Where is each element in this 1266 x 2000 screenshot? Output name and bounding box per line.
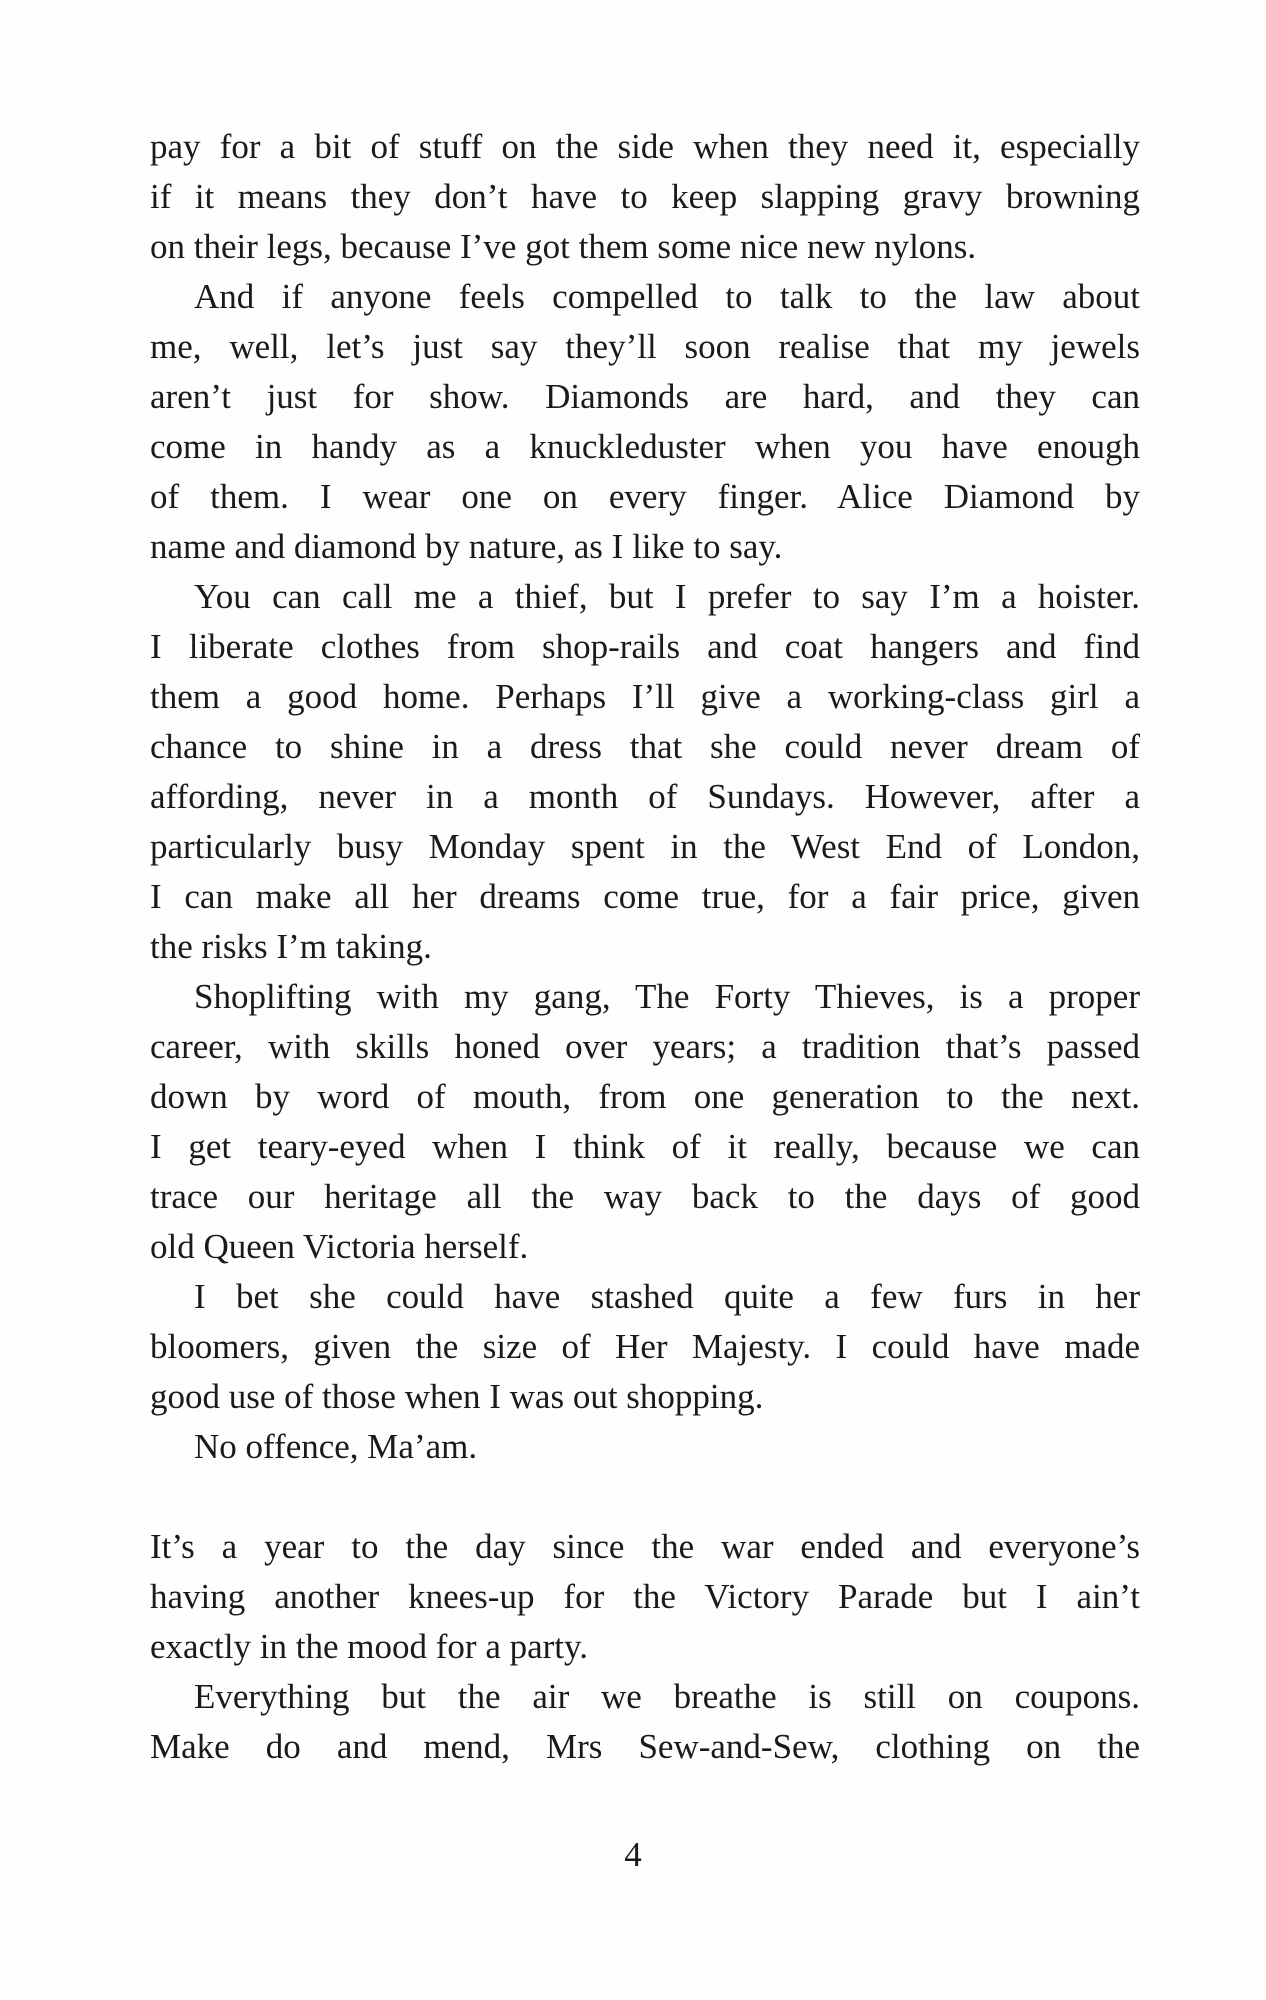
text-line: name and diamond by nature, as I like to say. <box>150 527 783 566</box>
text-line: aren’t just for show. Diamonds are hard, and they can <box>150 377 1140 416</box>
text-line: And if anyone feels compelled to talk to the law about <box>194 277 1140 316</box>
text-line: chance to shine in a dress that she could never dream of <box>150 727 1140 766</box>
paragraph <box>150 1522 1140 1672</box>
text-line: No offence, Ma’am. <box>194 1427 478 1466</box>
text-line: bloomers, given the size of Her Majesty. I could have made <box>150 1327 1140 1366</box>
paragraph <box>150 1272 1140 1422</box>
paragraph <box>150 122 1140 272</box>
paragraph <box>150 1672 1140 1772</box>
paragraph <box>150 972 1140 1272</box>
text-line: I get teary-eyed when I think of it really, because we can <box>150 1127 1140 1166</box>
text-line: on their legs, because I’ve got them some nice new nylons. <box>150 227 977 266</box>
body-text <box>150 122 1140 1772</box>
text-line: career, with skills honed over years; a tradition that’s passed <box>150 1027 1140 1066</box>
text-line: them a good home. Perhaps I’ll give a working-class girl a <box>150 677 1140 716</box>
text-line: the risks I’m taking. <box>150 927 432 966</box>
text-line: down by word of mouth, from one generation to the next. <box>150 1077 1140 1116</box>
text-line: pay for a bit of stuff on the side when they need it, especially <box>150 127 1140 166</box>
text-line: It’s a year to the day since the war ended and everyone’s <box>150 1527 1140 1566</box>
text-line: Make do and mend, Mrs Sew-and-Sew, clothing on the <box>150 1727 1140 1766</box>
text-line: Everything but the air we breathe is still on coupons. <box>194 1677 1140 1716</box>
text-line: good use of those when I was out shopping. <box>150 1377 764 1416</box>
text-line: You can call me a thief, but I prefer to say I’m a hoister. <box>194 577 1140 616</box>
text-line: if it means they don’t have to keep slapping gravy browning <box>150 177 1140 216</box>
text-line: I can make all her dreams come true, for a fair price, given <box>150 877 1140 916</box>
text-line: exactly in the mood for a party. <box>150 1627 588 1666</box>
page-number: 4 <box>624 1835 642 1874</box>
text-line: come in handy as a knuckleduster when you have enough <box>150 427 1140 466</box>
section-break <box>150 1472 1140 1522</box>
paragraph <box>150 272 1140 572</box>
text-line: I bet she could have stashed quite a few furs in her <box>194 1277 1140 1316</box>
text-line: trace our heritage all the way back to the days of good <box>150 1177 1140 1216</box>
text-line: having another knees-up for the Victory Parade but I ain’t <box>150 1577 1140 1616</box>
paragraph <box>150 1422 1140 1472</box>
text-line: Shoplifting with my gang, The Forty Thieves, is a proper <box>194 977 1140 1016</box>
text-line: old Queen Victoria herself. <box>150 1227 529 1266</box>
paragraph <box>150 572 1140 972</box>
text-line: me, well, let’s just say they’ll soon realise that my jewels <box>150 327 1140 366</box>
text-line: of them. I wear one on every finger. Alice Diamond by <box>150 477 1140 516</box>
text-line: affording, never in a month of Sundays. However, after a <box>150 777 1140 816</box>
text-line: particularly busy Monday spent in the West End of London, <box>150 827 1140 866</box>
text-line: I liberate clothes from shop-rails and coat hangers and find <box>150 627 1140 666</box>
